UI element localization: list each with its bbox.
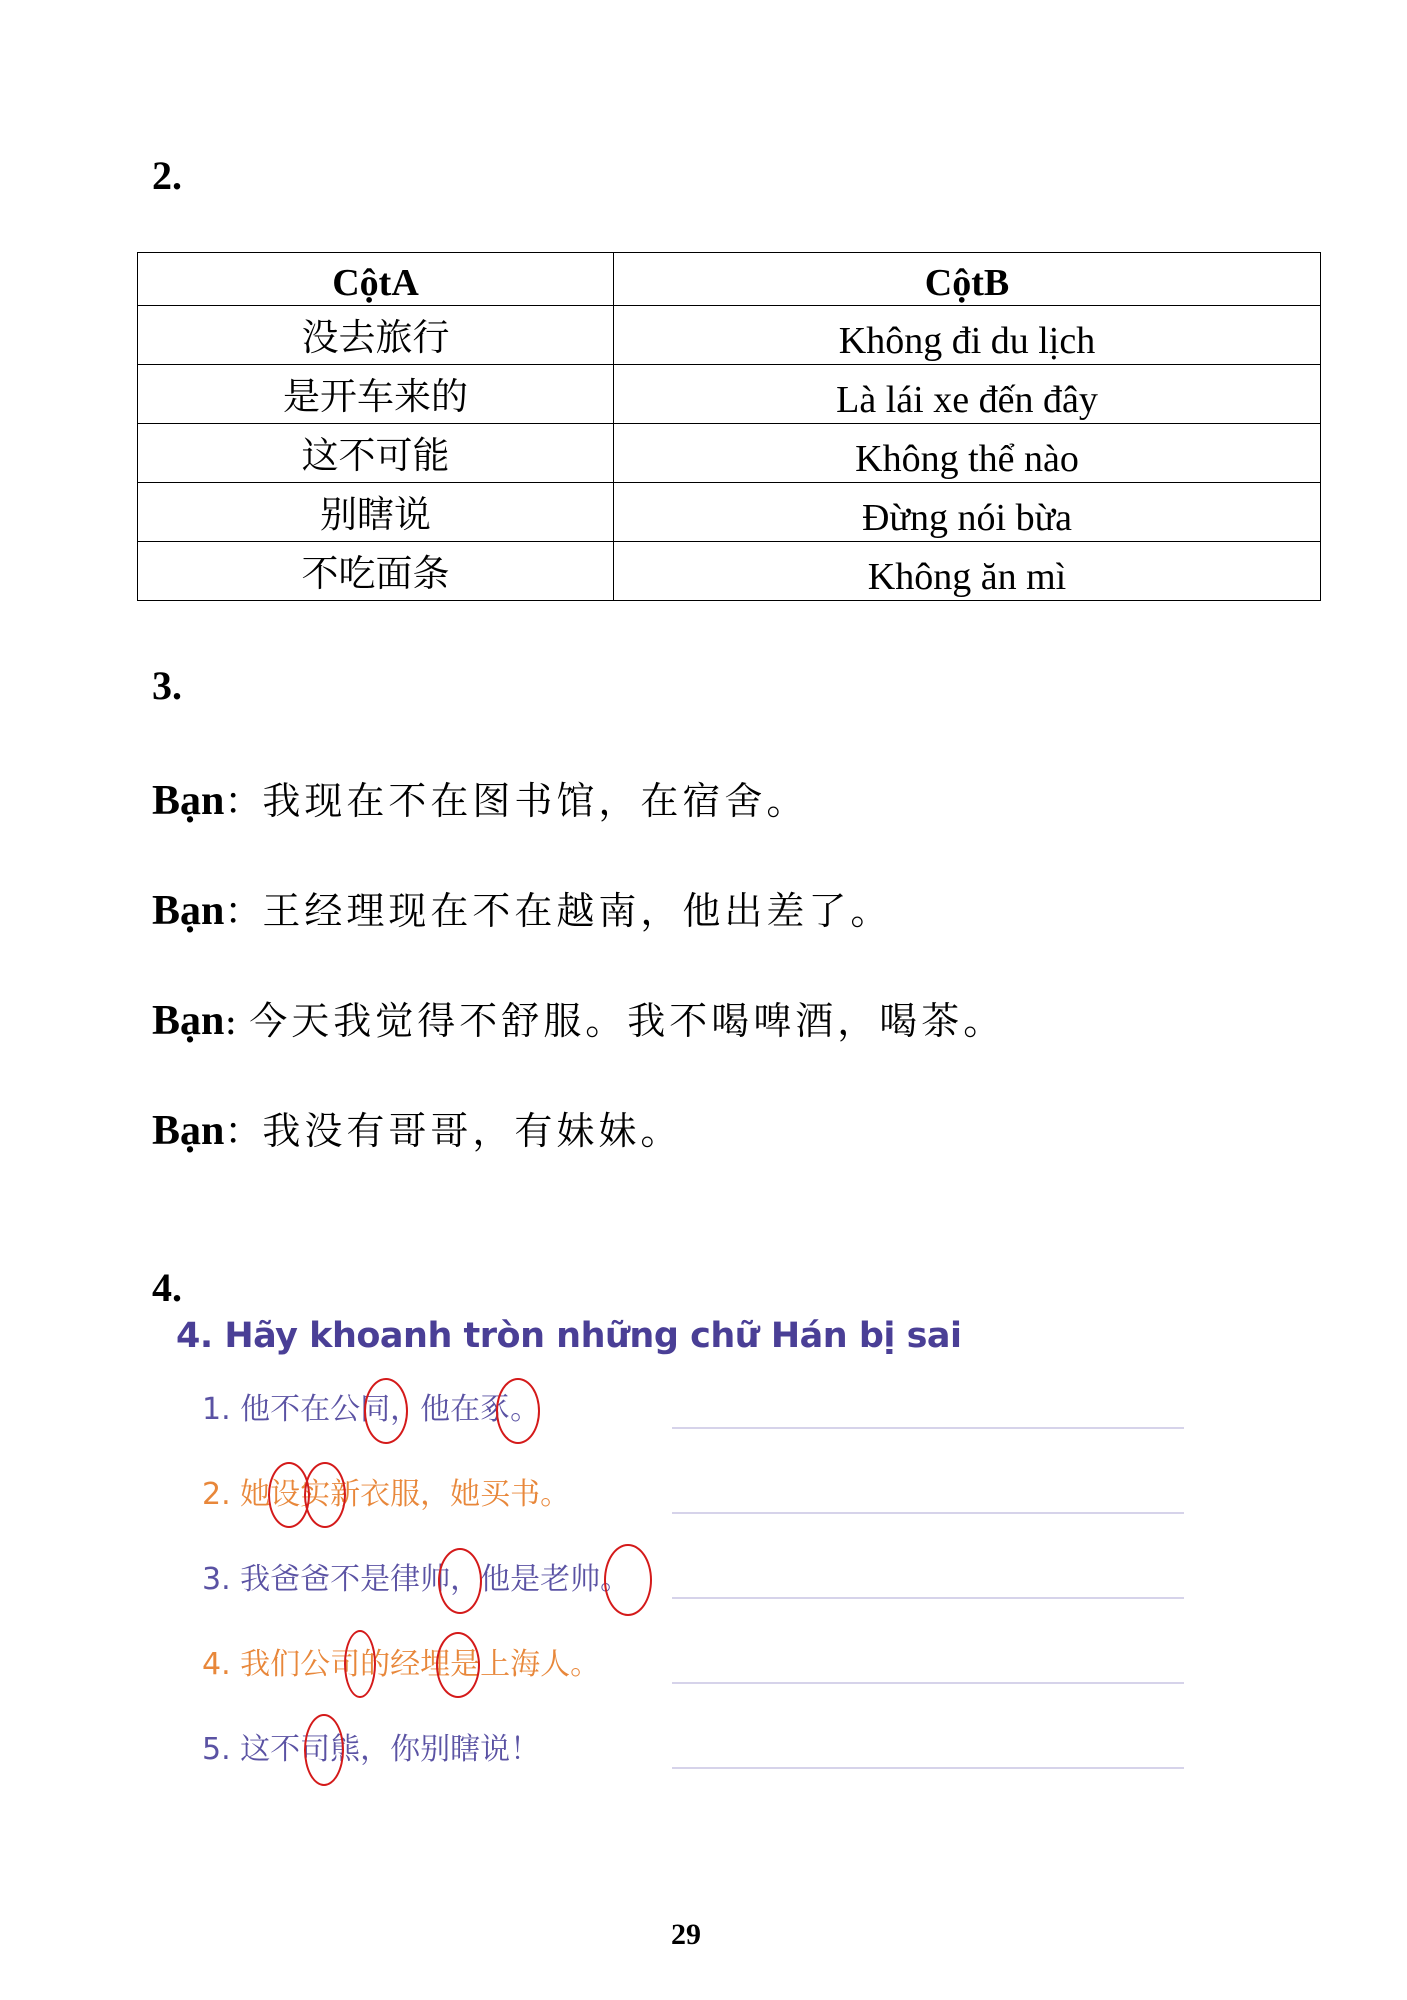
table-cell-b: Là lái xe đến đây (614, 365, 1321, 424)
dialogue-line-4 (152, 1106, 682, 1156)
answer-line-3[interactable] (672, 1597, 1184, 1599)
error-circle (496, 1378, 540, 1444)
dialogue-line-2 (152, 886, 892, 936)
table-cell-a: 不吃面条 (138, 542, 614, 601)
section-3-number: 3. (152, 663, 182, 708)
dialogue-line-1 (152, 776, 808, 826)
dialogue-text: 王经理现在不在越南，他出差了。 (262, 889, 893, 933)
speaker-label: Bạn (152, 998, 225, 1044)
table-header-row (138, 253, 1321, 306)
answer-line-2[interactable] (672, 1512, 1184, 1514)
dialogue-text: 今天我觉得不舒服。我不喝啤酒，喝茶。 (249, 999, 1006, 1043)
table-cell-a: 别瞎说 (138, 483, 614, 542)
column-b-header: CộtB (614, 253, 1321, 306)
exercise-title: 4. Hãy khoanh tròn những chữ Hán bị sai (176, 1316, 962, 1356)
speaker-label: Bạn (152, 1108, 225, 1154)
table-row (138, 365, 1321, 424)
error-circle (304, 1714, 344, 1786)
answer-line-4[interactable] (672, 1682, 1184, 1684)
exercise-item-5: 5. 这不司熊，你别瞎说！ (202, 1732, 541, 1767)
speaker-colon: : (224, 999, 250, 1043)
table-row (138, 306, 1321, 365)
matching-table (137, 252, 1321, 601)
column-a-header: CộtA (138, 253, 614, 306)
error-circle (604, 1544, 652, 1616)
table-cell-b: Không thể nào (614, 424, 1321, 483)
answer-line-1[interactable] (672, 1427, 1184, 1429)
answer-line-5[interactable] (672, 1767, 1184, 1769)
exercise-item-3: 3. 我爸爸不是律帅，他是老帅。 (202, 1562, 631, 1597)
section-4-number: 4. (152, 1265, 182, 1310)
table-cell-b: Đừng nói bừa (614, 483, 1321, 542)
dialogue-text: 我现在不在图书馆，在宿舍。 (262, 779, 809, 823)
table-row (138, 483, 1321, 542)
table-row (138, 424, 1321, 483)
speaker-label: Bạn (152, 778, 225, 824)
table-cell-a: 没去旅行 (138, 306, 614, 365)
table-cell-b: Không đi du lịch (614, 306, 1321, 365)
section-2-number: 2. (152, 153, 182, 198)
exercise-item-4: 4. 我们公司的经埋是上海人。 (202, 1647, 601, 1682)
error-circle (438, 1548, 482, 1614)
exercise-item-1: 1. 他不在公同，他在豖。 (202, 1392, 541, 1427)
error-circle (364, 1378, 408, 1444)
table-cell-b: Không ăn mì (614, 542, 1321, 601)
dialogue-text: 我没有哥哥，有妹妹。 (262, 1109, 683, 1153)
table-row (138, 542, 1321, 601)
error-circle (436, 1632, 480, 1698)
page-number: 29 (671, 1918, 701, 1951)
table-cell-a: 是开车来的 (138, 365, 614, 424)
error-circle (344, 1630, 376, 1698)
error-circle (304, 1462, 346, 1528)
table-cell-a: 这不可能 (138, 424, 614, 483)
dialogue-line-3 (152, 996, 1005, 1046)
speaker-colon: ： (224, 779, 263, 823)
speaker-colon: ： (224, 1109, 263, 1153)
exercise-item-2: 2. 她设实新衣服，她买书。 (202, 1477, 571, 1512)
speaker-colon: ： (224, 889, 263, 933)
speaker-label: Bạn (152, 888, 225, 934)
